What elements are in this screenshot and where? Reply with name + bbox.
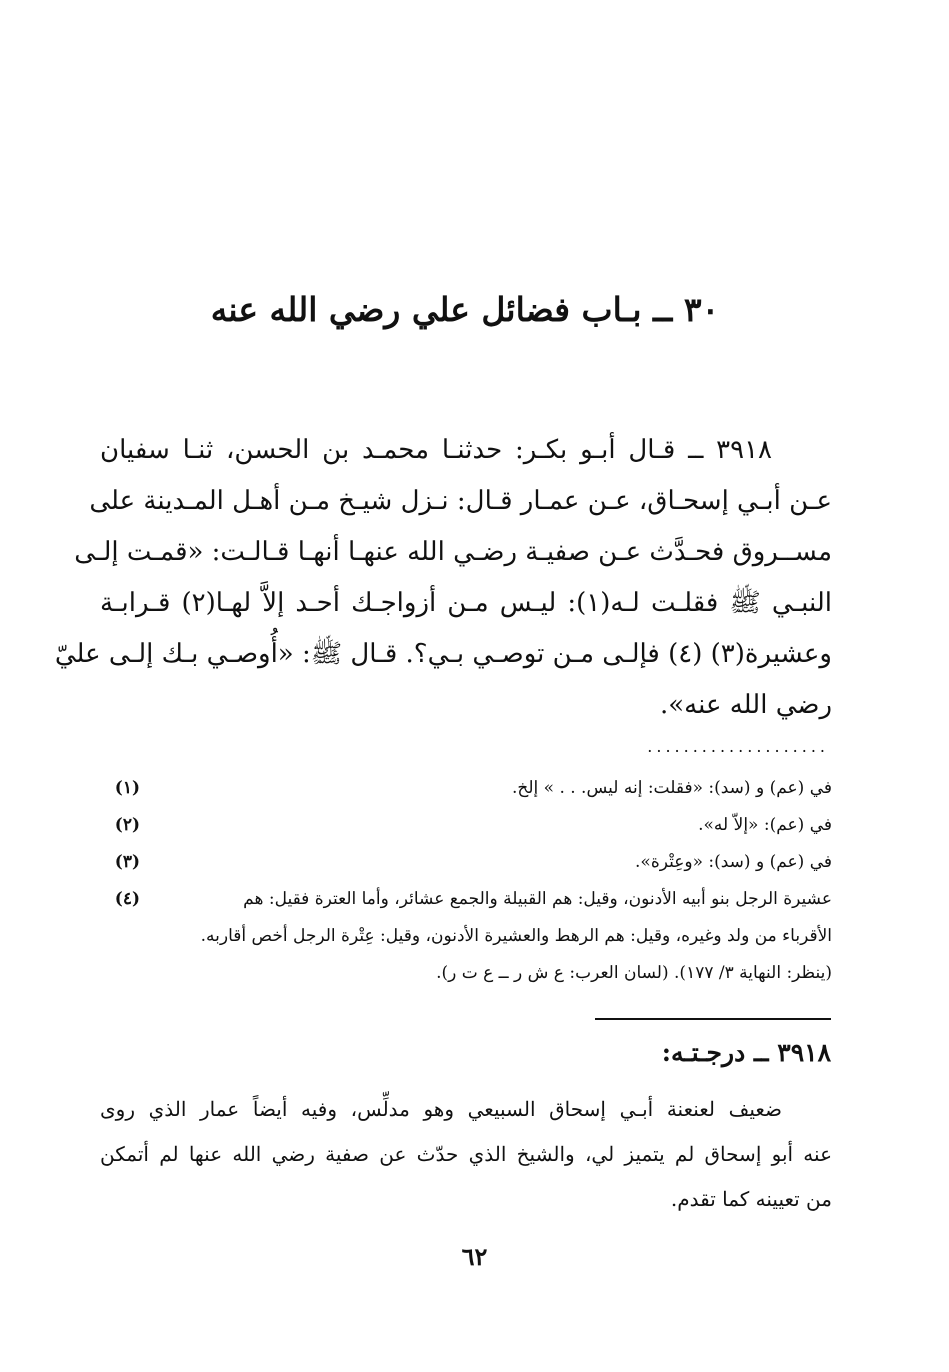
footnote-text <box>140 881 832 992</box>
footnote-item <box>100 770 832 807</box>
grading-text <box>100 1087 832 1222</box>
hadith-text <box>54 425 832 731</box>
hadith-line: ٣٩١٨ ــ قـال أبـو بكـر: حدثنـا محمـد بن الحسن، ثنـا سفيان <box>100 435 772 465</box>
hadith-line: مســروق فحـدَّث عـن صفيـة رضـي الله عنهـا أنهـا قـالـت: «قمـت إلـى <box>74 537 832 567</box>
hadith-line: عـن أبـي إسحـاق، عـن عمـار قـال: نـزل شيـخ مـن أهـل المـدينة على <box>89 486 832 516</box>
footnote-text <box>140 807 832 844</box>
page-number: ٦٢ <box>461 1242 488 1271</box>
footnote-line: في (عم) و (سد): «فقلت: إنه ليس. . . » إلخ. <box>511 778 832 798</box>
footnote-number: (٣) <box>114 852 140 872</box>
hadith-line: وعشيرة(٣) (٤) فإلـى مـن توصـي بـي؟. قـال ﷺ: «أُوصـي بـك إلـى عليّ <box>54 639 832 669</box>
grading-line: من تعيينه كما تقدم. <box>670 1187 832 1211</box>
grading-line: ضعيف لعنعنة أبـي إسحاق السبيعي وهو مدلِّس، وفيه أيضاً عمار الذي روى <box>100 1097 782 1121</box>
footnotes <box>100 770 832 992</box>
footnote-line: في (عم) و (سد): «وعِتْرة». <box>635 852 832 872</box>
footnote-separator: .................... <box>647 737 829 756</box>
grading-line: عنه أبو إسحاق لم يتميز لي، والشيخ الذي حدّث عن صفية رضي الله عنها لم أتمكن <box>100 1142 832 1166</box>
footnote-number: (٤) <box>114 889 140 909</box>
footnote-line: (ينظر: النهاية ٣/ ١٧٧). (لسان العرب: ع ش ر ــ ع ت ر). <box>436 963 832 983</box>
footnote-item <box>100 807 832 844</box>
chapter-title: ٣٠ ــ بـاب فضائل علي رضي الله عنه <box>210 290 720 329</box>
footnote-item <box>100 844 832 881</box>
footnote-item <box>100 881 832 992</box>
grading-heading: ٣٩١٨ ــ درجـتـه: <box>661 1038 831 1067</box>
footnote-line: عشيرة الرجل بنو أبيه الأدنون، وقيل: هم القبيلة والجمع عشائر، وأما العترة فقيل: هم <box>243 889 832 909</box>
section-divider <box>595 1018 831 1020</box>
footnote-number: (٢) <box>114 815 140 835</box>
footnote-text <box>140 844 832 881</box>
footnote-line: الأقرباء من ولد وغيره، وقيل: هم الرهط والعشيرة الأدنون، وقيل: عِتْرة الرجل أخص أقاربه. <box>200 926 832 946</box>
footnote-number: (١) <box>114 778 140 798</box>
footnote-line: في (عم): «إلاّ له». <box>698 815 832 835</box>
footnote-text <box>140 770 832 807</box>
hadith-line: النبـي ﷺ فقلـت لـه(١): ليـس مـن أزواجـك أحـد إلاَّ لهـا(٢) قـرابـة <box>100 588 832 618</box>
hadith-line: رضي الله عنه». <box>660 690 832 720</box>
